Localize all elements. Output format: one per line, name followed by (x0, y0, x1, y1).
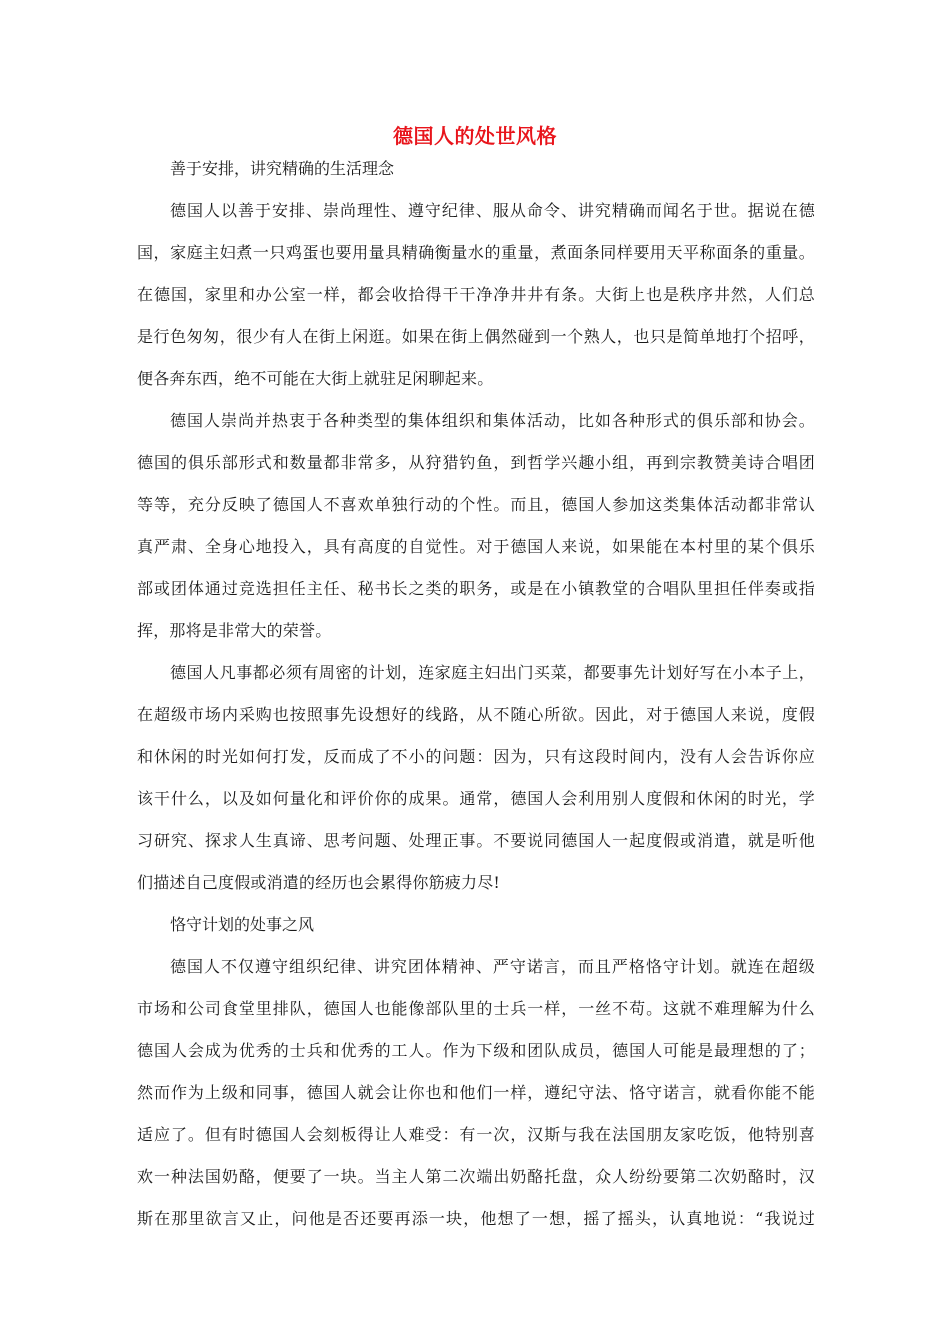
paragraph-line: 们描述自己度假或消遣的经历也会累得你筋疲力尽! (137, 873, 501, 892)
paragraph-line: 真严肃、全身心地投入，具有高度的自觉性。对于德国人来说，如果能在本村里的某个俱乐 (137, 537, 815, 556)
paragraph-line: 德国人以善于安排、崇尚理性、遵守纪律、服从命令、讲究精确而闻名于世。据说在德 (170, 201, 815, 220)
paragraph-line: 该干什么，以及如何量化和评价你的成果。通常，德国人会利用别人度假和休闲的时光，学 (137, 789, 815, 808)
section-heading-arrangement: 善于安排，讲究精确的生活理念 (170, 159, 395, 178)
paragraph-4 (137, 946, 815, 1240)
paragraph-line: 然而作为上级和同事，德国人就会让你也和他们一样，遵纪守法、恪守诺言，就看你能不能 (137, 1083, 815, 1102)
paragraph-line: 和休闲的时光如何打发，反而成了不小的问题：因为，只有这段时间内，没有人会告诉你应 (137, 747, 815, 766)
paragraph-line: 等等，充分反映了德国人不喜欢单独行动的个性。而且，德国人参加这类集体活动都非常认 (137, 495, 815, 514)
paragraph-line: 是行色匆匆，很少有人在街上闲逛。如果在街上偶然碰到一个熟人，也只是简单地打个招呼， (137, 327, 815, 346)
paragraph-2 (137, 400, 815, 652)
paragraph-line: 德国人会成为优秀的士兵和优秀的工人。作为下级和团队成员，德国人可能是最理想的了； (137, 1041, 815, 1060)
paragraph-line: 便各奔东西，绝不可能在大街上就驻足闲聊起来。 (137, 369, 494, 388)
paragraph-line: 在德国，家里和办公室一样，都会收拾得干干净净井井有条。大街上也是秩序井然，人们总 (137, 285, 815, 304)
paragraph-line: 欢一种法国奶酪，便要了一块。当主人第二次端出奶酪托盘，众人纷纷要第二次奶酪时，汉 (137, 1167, 815, 1186)
paragraph-line: 挥，那将是非常大的荣誉。 (137, 621, 332, 640)
paragraph-line: 市场和公司食堂里排队，德国人也能像部队里的士兵一样，一丝不苟。这就不难理解为什么 (137, 999, 815, 1018)
document-body (137, 148, 815, 1240)
paragraph-line: 德国的俱乐部形式和数量都非常多，从狩猎钓鱼，到哲学兴趣小组，再到宗教赞美诗合唱团 (137, 453, 815, 472)
section-heading-planning: 恪守计划的处事之风 (170, 915, 315, 934)
paragraph-3 (137, 652, 815, 904)
paragraph-line: 习研究、探求人生真谛、思考问题、处理正事。不要说同德国人一起度假或消遣，就是听他 (137, 831, 815, 850)
paragraph-line: 国，家庭主妇煮一只鸡蛋也要用量具精确衡量水的重量，煮面条同样要用天平称面条的重量。 (137, 243, 815, 262)
paragraph-line: 德国人凡事都必须有周密的计划，连家庭主妇出门买菜，都要事先计划好写在小本子上， (170, 663, 815, 682)
paragraph-1 (137, 190, 815, 400)
paragraph-line: 德国人不仅遵守组织纪律、讲究团体精神、严守诺言，而且严格恪守计划。就连在超级 (170, 957, 815, 976)
paragraph-line: 部或团体通过竞选担任主任、秘书长之类的职务，或是在小镇教堂的合唱队里担任伴奏或指 (137, 579, 815, 598)
paragraph-line: 德国人崇尚并热衷于各种类型的集体组织和集体活动，比如各种形式的俱乐部和协会。 (170, 411, 815, 430)
paragraph-line: 在超级市场内采购也按照事先设想好的线路，从不随心所欲。因此，对于德国人来说，度假 (137, 705, 815, 724)
paragraph-line: 斯在那里欲言又止，问他是否还要再添一块，他想了一想，摇了摇头，认真地说：“我说过 (137, 1209, 815, 1228)
paragraph-line: 适应了。但有时德国人会刻板得让人难受：有一次，汉斯与我在法国朋友家吃饭，他特别喜 (137, 1125, 815, 1144)
document-title: 德国人的处世风格 (393, 124, 557, 148)
